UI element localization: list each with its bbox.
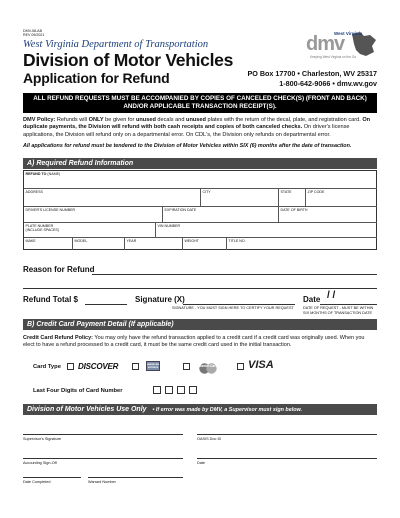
logo-tagline: Keeping West Virginia on the Go: [310, 55, 357, 59]
visa-checkbox[interactable]: [237, 363, 244, 370]
dob-field[interactable]: DATE OF BIRTH: [279, 207, 377, 223]
refund-to-field[interactable]: [24, 171, 377, 189]
reason-label: Reason for Refund: [23, 265, 95, 274]
mastercard-checkbox[interactable]: [183, 363, 190, 370]
department-name: West Virginia Department of Transportation: [23, 39, 209, 50]
reason-input-line-1[interactable]: [92, 274, 377, 275]
refund-info-grid: [23, 170, 377, 250]
refund-total-label: Refund Total $: [23, 295, 78, 304]
office-date-label: Date: [197, 461, 206, 465]
warrant-number-label: Warrant Number: [88, 480, 116, 484]
date-slashes: / /: [327, 290, 336, 301]
refund-to-label: REFUND TO: [25, 172, 47, 176]
signature-input[interactable]: [183, 304, 295, 305]
banner-line-2: AND/OR APPLICABLE TRANSACTION RECEIPT(S).: [123, 103, 277, 110]
policy-emphasis: unused: [186, 117, 206, 123]
last-four-box-1[interactable]: [153, 386, 161, 394]
cc-policy-text: You may only have the refund transaction applied to a credit card if a credit card was originally used. When you elect to have a refund processed to a credit card, it must be the same credit card used in the initial transaction.: [23, 335, 365, 349]
address-field[interactable]: ADDRESS: [24, 189, 201, 207]
supervisor-signature-line[interactable]: [23, 434, 183, 435]
date-caption-2: SIX MONTHS OF TRANSACTION DATE: [303, 311, 373, 315]
policy-text: decals and: [155, 117, 187, 123]
section-a-header: A) Required Refund Information: [23, 158, 377, 169]
year-field[interactable]: YEAR: [125, 238, 183, 250]
amex-checkbox[interactable]: [132, 363, 139, 370]
oasis-doc-id-line[interactable]: [197, 434, 377, 435]
form-code: DMV-58-AB: [23, 29, 42, 33]
policy-emphasis: ONLY: [88, 117, 104, 123]
mailing-address: PO Box 17700 • Charleston, WV 25317: [247, 69, 377, 78]
state-field[interactable]: STATE: [279, 189, 306, 207]
card-type-label: Card Type: [33, 364, 61, 370]
policy-emphasis: unused: [135, 117, 156, 123]
discover-checkbox[interactable]: [67, 363, 74, 370]
policy-text: plates with the return of the decal, plate, and registration card.: [205, 117, 363, 123]
section-c-header: [23, 404, 377, 415]
dmv-logo: [300, 30, 378, 60]
signature-label: Signature (X): [135, 295, 185, 304]
last-four-box-4[interactable]: [189, 386, 197, 394]
last-four-box-3[interactable]: [177, 386, 185, 394]
zip-field[interactable]: ZIP CODE: [306, 189, 377, 207]
date-caption-1: DATE OF REQUEST - MUST BE WITHIN: [303, 306, 374, 310]
requirements-banner: [23, 93, 377, 113]
plate-number-label: PLATE NUMBER: [25, 224, 54, 228]
policy-label: DMV Policy:: [23, 117, 56, 123]
dmv-policy: [23, 117, 377, 139]
title-no-field[interactable]: TITLE NO.: [228, 239, 246, 243]
weight-field[interactable]: WEIGHT: [183, 238, 227, 250]
section-b-header: B) Credit Card Payment Detail (If applicable): [23, 319, 377, 330]
date-completed-line[interactable]: [23, 477, 81, 478]
logo-state: West Virginia: [334, 31, 363, 36]
cc-refund-policy: [23, 335, 377, 349]
policy-text: be given for: [103, 117, 136, 123]
section-c-title: Division of Motor Vehicles Use Only: [27, 406, 147, 413]
policy-text: Refunds will: [55, 117, 89, 123]
contact-info: 1-800-642-9066 • dmv.wv.gov: [279, 79, 377, 88]
model-field[interactable]: MODEL: [73, 238, 125, 250]
expiration-date-field[interactable]: EXPIRATION DATE: [163, 207, 279, 223]
date-input[interactable]: [320, 304, 377, 305]
cc-policy-label: Credit Card Refund Policy:: [23, 335, 93, 341]
form-revision: REV 09/2021: [23, 33, 45, 38]
banner-line-1: ALL REFUND REQUESTS MUST BE ACCOMPANIED BY COPIES OF CANCELED CHECK(S) (FRONT AND BACK): [33, 94, 367, 102]
form-code-block: [23, 29, 44, 38]
last-four-box-2[interactable]: [165, 386, 173, 394]
page-subtitle: Application for Refund: [23, 70, 170, 86]
reason-input-line-2[interactable]: [23, 288, 377, 289]
mastercard-logo-text: MasterCard: [198, 364, 218, 368]
visa-logo: VISA: [248, 359, 274, 371]
logo-word: dmv: [306, 33, 345, 55]
oasis-doc-id-label: OASIS Doc ID: [197, 437, 222, 441]
signature-caption: SIGNATURE - YOU MUST SIGN HERE TO CERTIFY YOUR REQUEST: [172, 306, 294, 310]
warrant-number-line[interactable]: [88, 477, 183, 478]
page-title: Division of Motor Vehicles: [23, 50, 234, 70]
discover-logo: DISCOVER: [78, 362, 119, 371]
policy-text: On driver's license applications, the Division will refund only on a departmental error. On CDL's, the Division only refunds on departmental error.: [23, 124, 350, 138]
six-month-note: All applications for refund must be tendered to the Division of Motor Vehicles within SIX (6) months after the date of transaction.: [23, 143, 352, 149]
plate-number-sublabel: (INCLUDE SPACES): [25, 228, 59, 232]
policy-duplicate-note: On duplicate payments, the Division will refund with both cash receipts and copies of both canceled checks.: [23, 117, 371, 131]
city-field[interactable]: CITY: [201, 189, 279, 207]
plate-number-field[interactable]: [24, 223, 156, 238]
make-field[interactable]: MAKE: [24, 238, 73, 250]
refund-to-sublabel: (NAME): [47, 172, 61, 176]
dl-number-field[interactable]: DRIVER'S LICENSE NUMBER: [24, 207, 163, 223]
refund-total-input[interactable]: [85, 304, 127, 305]
section-c-note: • If error was made by DMV, a Supervisor must sign below.: [152, 407, 302, 413]
supervisor-signature-label: Supervisor's Signature: [23, 437, 62, 441]
date-label: Date: [303, 295, 321, 304]
date-completed-label: Date Completed: [23, 480, 51, 484]
accounting-signoff-line[interactable]: [23, 458, 183, 459]
office-date-line[interactable]: [197, 458, 377, 459]
amex-logo: [146, 361, 160, 371]
accounting-signoff-label: Accounting Sign-Off: [23, 461, 57, 465]
vin-field[interactable]: VIN NUMBER: [156, 223, 377, 238]
mastercard-logo: [196, 361, 220, 372]
last-four-label: Last Four Digits of Card Number: [33, 388, 123, 394]
amex-logo-text: AMERICAN EXPRESS: [147, 364, 159, 369]
